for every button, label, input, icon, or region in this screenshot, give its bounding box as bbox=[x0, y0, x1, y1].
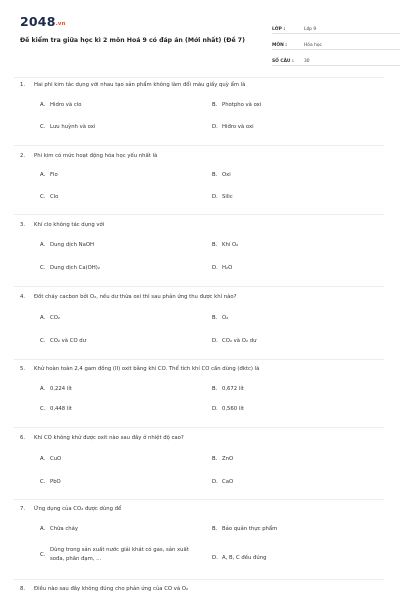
question-1 bbox=[20, 80, 385, 90]
question-text: Khử hoàn toàn 2,4 gam đồng (II) oxit bằng khí CO. Thể tích khí CO cần dùng (đktc) là bbox=[34, 366, 260, 372]
meta-row-count bbox=[272, 50, 400, 66]
divider bbox=[14, 145, 384, 146]
option-d[interactable]: D. A, B, C đều đúng bbox=[212, 555, 267, 561]
meta-value: 30 bbox=[304, 59, 310, 64]
option-c[interactable]: C. Lưu huỳnh và oxi bbox=[40, 124, 96, 130]
question-text: Phi kim có mức hoạt động hóa học yếu nhất là bbox=[34, 153, 158, 159]
option-b[interactable]: B. 0,672 lít bbox=[212, 386, 244, 392]
divider bbox=[14, 579, 384, 580]
divider bbox=[14, 214, 384, 215]
option-a[interactable]: A. CuO bbox=[40, 456, 62, 462]
option-b[interactable]: B. O₂ bbox=[212, 315, 229, 321]
question-text: Khí clo không tác dụng với bbox=[34, 222, 105, 228]
question-7 bbox=[20, 504, 385, 514]
meta-value: Lớp 9 bbox=[304, 27, 317, 32]
option-c[interactable]: C. Dung dịch Ca(OH)₂ bbox=[40, 265, 100, 271]
site-logo[interactable] bbox=[20, 14, 66, 29]
question-text: Hai phi kim tác dụng với nhau tạo sản phẩm không làm đổi màu giấy quỳ ẩm là bbox=[34, 82, 246, 88]
question-number: 7. bbox=[20, 506, 26, 512]
option-d[interactable]: D. CaO bbox=[212, 479, 234, 485]
option-c[interactable]: C. Dùng trong sản xuất nước giải khát có gas, sản xuất sođa, phân đạm, ... bbox=[40, 547, 189, 562]
meta-row-class bbox=[272, 18, 400, 34]
option-d[interactable]: D. Hiđro và oxi bbox=[212, 124, 254, 130]
page-title: Đề kiểm tra giữa học kì 2 môn Hoá 9 có đáp án (Mới nhất) (Đề 7) bbox=[20, 37, 245, 44]
question-number: 8. bbox=[20, 586, 26, 592]
question-text: Đốt cháy cacbon bởi O₂, nếu dư thừa oxi thì sau phản ứng thu được khí nào? bbox=[34, 294, 237, 300]
option-b[interactable]: B. Oxi bbox=[212, 172, 231, 178]
question-number: 2. bbox=[20, 153, 26, 159]
option-b[interactable]: B. Bảo quản thực phẩm bbox=[212, 526, 278, 532]
meta-value: Hóa học bbox=[304, 43, 322, 48]
option-c[interactable]: C. CO₂ và CO dư bbox=[40, 338, 87, 344]
question-3 bbox=[20, 220, 385, 230]
question-4 bbox=[20, 292, 385, 302]
meta-info bbox=[272, 18, 400, 66]
question-text: Điều nào sau đây không đúng cho phản ứng của CO và O₂ bbox=[34, 586, 189, 592]
divider bbox=[14, 427, 384, 428]
option-a[interactable]: A. Chữa cháy bbox=[40, 526, 78, 532]
question-text: Khí CO không khử được oxit nào sau đây ở nhiệt độ cao? bbox=[34, 435, 184, 441]
option-c[interactable]: C. Clo bbox=[40, 194, 59, 200]
divider bbox=[14, 286, 384, 287]
question-number: 4. bbox=[20, 294, 26, 300]
divider bbox=[14, 359, 384, 360]
option-d[interactable]: D. H₂O bbox=[212, 265, 233, 271]
option-a[interactable]: A. 0,224 lít bbox=[40, 386, 72, 392]
meta-row-subject bbox=[272, 34, 400, 50]
question-number: 5. bbox=[20, 366, 26, 372]
question-6 bbox=[20, 433, 385, 443]
logo-sub: .vn bbox=[55, 21, 66, 27]
option-c[interactable]: C. PbO bbox=[40, 479, 61, 485]
option-a[interactable]: A. Flo bbox=[40, 172, 58, 178]
question-number: 3. bbox=[20, 222, 26, 228]
question-8 bbox=[20, 584, 385, 594]
question-5 bbox=[20, 364, 385, 374]
question-number: 1. bbox=[20, 82, 26, 88]
logo-main: 2048 bbox=[20, 14, 56, 29]
option-d[interactable]: D. 0,560 lít bbox=[212, 406, 244, 412]
option-c[interactable]: C. 0,448 lít bbox=[40, 406, 72, 412]
question-number: 6. bbox=[20, 435, 26, 441]
option-d[interactable]: D. CO₂ và O₂ dư bbox=[212, 338, 257, 344]
question-2 bbox=[20, 151, 385, 161]
option-b[interactable]: B. Photpho và oxi bbox=[212, 102, 262, 108]
header bbox=[20, 14, 382, 76]
option-a[interactable]: A. Dung dịch NaOH bbox=[40, 242, 94, 248]
meta-label: SỐ CÂU : bbox=[272, 59, 294, 64]
divider bbox=[14, 77, 384, 78]
meta-label: LỚP : bbox=[272, 27, 286, 32]
option-b[interactable]: B. ZnO bbox=[212, 456, 234, 462]
divider bbox=[14, 499, 384, 500]
option-b[interactable]: B. Khí O₂ bbox=[212, 242, 239, 248]
meta-label: MÔN : bbox=[272, 43, 288, 48]
option-a[interactable]: A. CO₂ bbox=[40, 315, 60, 321]
option-a[interactable]: A. Hidro và clo bbox=[40, 102, 82, 108]
question-text: Ứng dụng của CO₂ được dùng để bbox=[34, 506, 122, 512]
option-d[interactable]: D. Silic bbox=[212, 194, 233, 200]
